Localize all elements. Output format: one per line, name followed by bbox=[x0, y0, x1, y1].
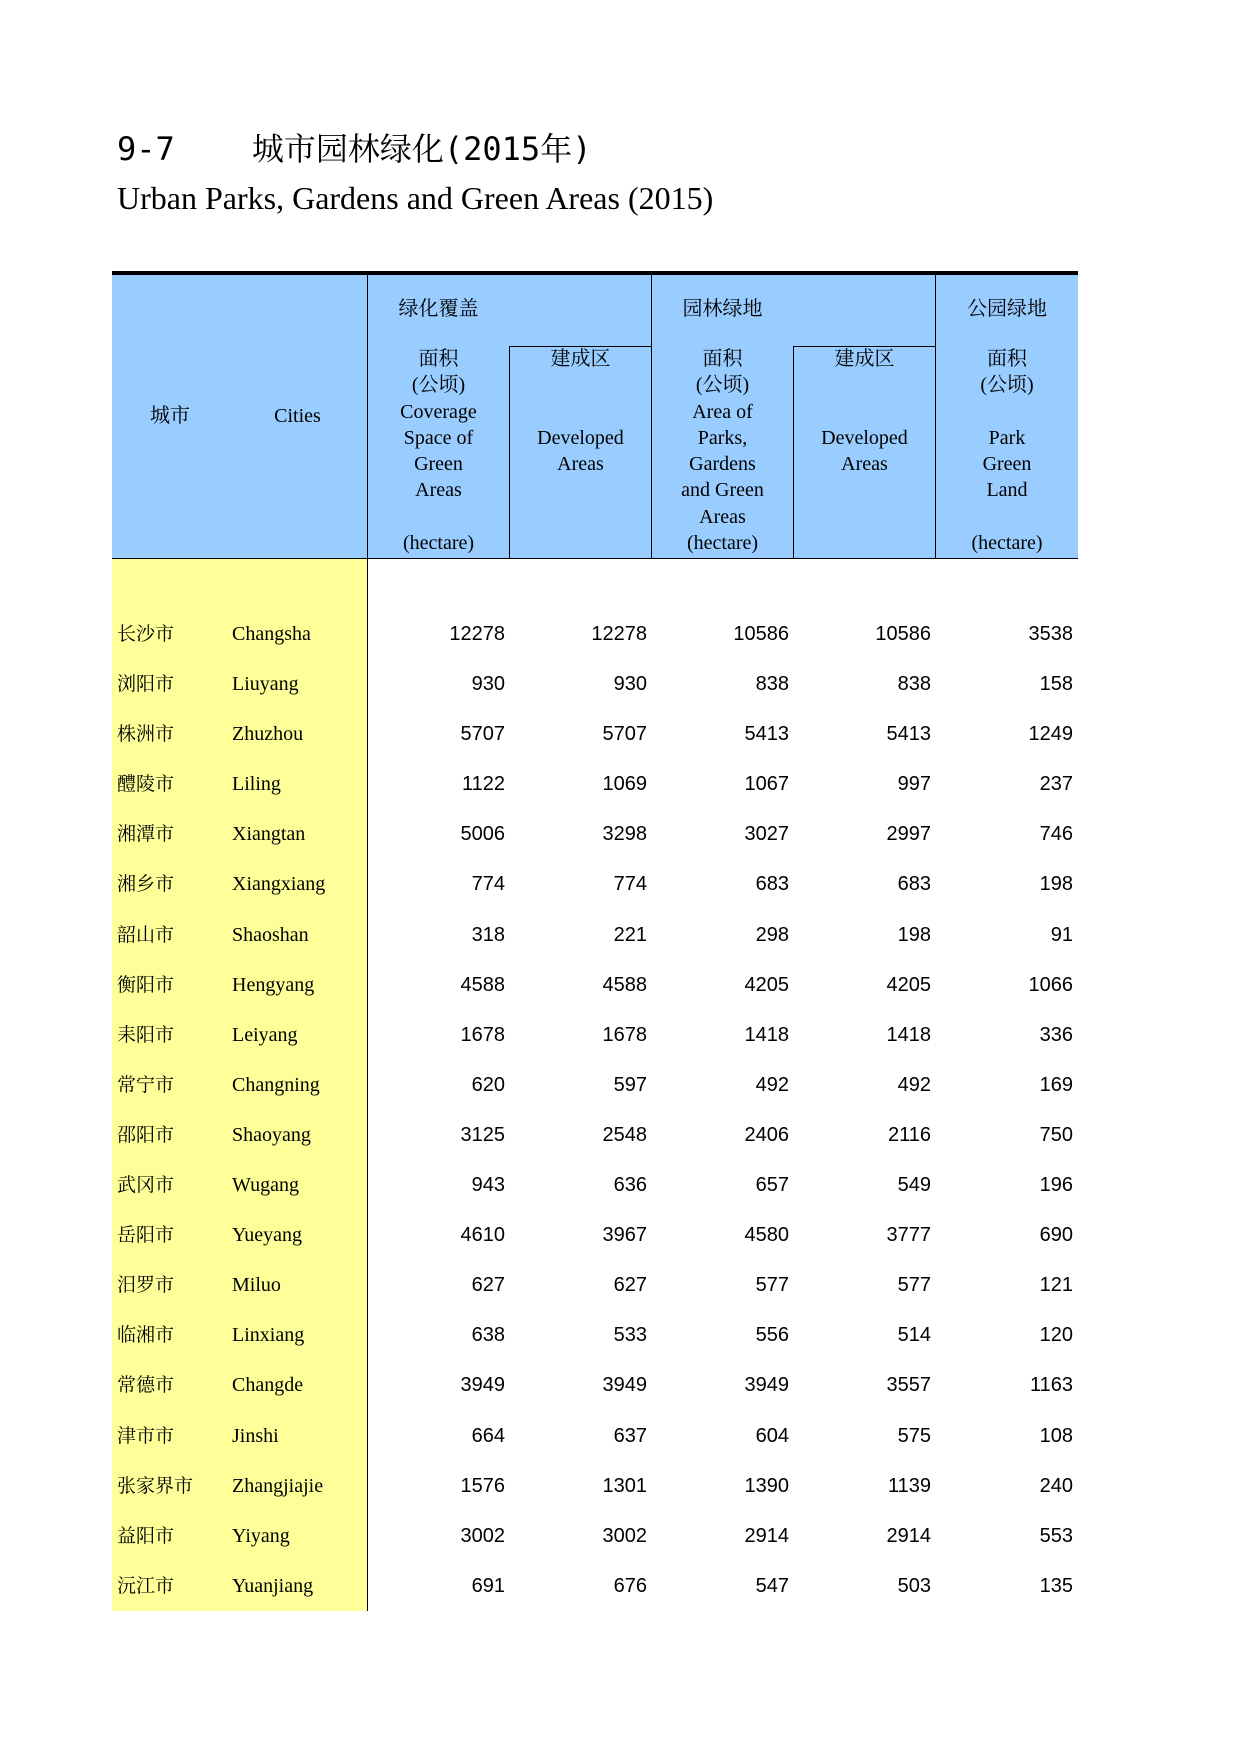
value-cell: 3949 bbox=[602, 1374, 647, 1397]
table-row bbox=[112, 609, 1078, 659]
value-cell: 2548 bbox=[602, 1123, 647, 1146]
value-cell: 664 bbox=[471, 1424, 505, 1447]
value-cell: 3027 bbox=[744, 823, 789, 846]
city-name-en: Xiangtan bbox=[232, 823, 306, 846]
header-group-green-coverage: 绿化覆盖 bbox=[398, 298, 479, 320]
header-col5: 面积 (公顷) Park Green Land (hectare) bbox=[971, 348, 1043, 555]
header-col2: 建成区 Developed Areas bbox=[537, 348, 624, 476]
city-name-cn: 韶山市 bbox=[117, 923, 175, 946]
value-cell: 838 bbox=[897, 673, 931, 696]
city-name-en: Liuyang bbox=[232, 673, 299, 696]
table-row bbox=[112, 1411, 1078, 1461]
value-cell: 1163 bbox=[1029, 1374, 1073, 1397]
value-cell: 3298 bbox=[602, 823, 647, 846]
value-cell: 4588 bbox=[602, 973, 647, 996]
value-cell: 1418 bbox=[744, 1023, 789, 1046]
city-name-en: Shaoshan bbox=[232, 923, 309, 946]
city-name-en: Changning bbox=[232, 1073, 320, 1096]
city-name-en: Jinshi bbox=[232, 1424, 279, 1447]
city-name-en: Changsha bbox=[232, 623, 311, 645]
value-cell: 676 bbox=[613, 1574, 647, 1597]
value-cell: 1390 bbox=[744, 1474, 789, 1497]
value-cell: 5413 bbox=[744, 723, 789, 746]
value-cell: 2997 bbox=[886, 823, 931, 846]
city-name-cn: 邵阳市 bbox=[117, 1123, 175, 1146]
value-cell: 930 bbox=[471, 673, 505, 696]
table-row bbox=[112, 1210, 1078, 1260]
city-name-cn: 浏阳市 bbox=[117, 673, 175, 696]
table-row bbox=[112, 759, 1078, 809]
value-cell: 503 bbox=[897, 1574, 931, 1597]
city-name-cn: 岳阳市 bbox=[117, 1224, 175, 1247]
table-row bbox=[112, 910, 1078, 960]
city-name-cn: 湘乡市 bbox=[117, 873, 175, 896]
value-cell: 4205 bbox=[744, 973, 789, 996]
city-name-en: Zhuzhou bbox=[232, 723, 304, 746]
city-name-cn: 汨罗市 bbox=[117, 1274, 175, 1297]
city-name-cn: 长沙市 bbox=[117, 623, 175, 645]
value-cell: 683 bbox=[897, 873, 931, 896]
value-cell: 108 bbox=[1039, 1424, 1073, 1447]
value-cell: 657 bbox=[755, 1174, 789, 1197]
value-cell: 533 bbox=[613, 1324, 647, 1347]
value-cell: 121 bbox=[1039, 1274, 1073, 1297]
table-row bbox=[112, 960, 1078, 1010]
value-cell: 636 bbox=[613, 1174, 647, 1197]
value-cell: 553 bbox=[1039, 1524, 1073, 1547]
value-cell: 691 bbox=[471, 1574, 505, 1597]
city-name-cn: 常德市 bbox=[117, 1374, 175, 1397]
value-cell: 1301 bbox=[602, 1474, 647, 1497]
value-cell: 637 bbox=[613, 1424, 647, 1447]
city-name-en: Hengyang bbox=[232, 973, 315, 996]
value-cell: 135 bbox=[1039, 1574, 1073, 1597]
value-cell: 627 bbox=[471, 1274, 505, 1297]
city-name-en: Yiyang bbox=[232, 1524, 290, 1547]
header-city-cn: 城市 bbox=[150, 405, 190, 427]
value-cell: 1069 bbox=[602, 773, 647, 796]
value-cell: 3949 bbox=[460, 1374, 505, 1397]
table-row bbox=[112, 1461, 1078, 1511]
city-name-en: Linxiang bbox=[232, 1324, 305, 1347]
city-name-en: Yuanjiang bbox=[232, 1574, 314, 1597]
city-name-cn: 醴陵市 bbox=[117, 773, 175, 796]
city-name-en: Liling bbox=[232, 773, 281, 796]
value-cell: 2116 bbox=[887, 1123, 931, 1146]
city-name-cn: 常宁市 bbox=[117, 1073, 175, 1096]
value-cell: 3002 bbox=[602, 1524, 647, 1547]
value-cell: 746 bbox=[1039, 823, 1073, 846]
value-cell: 3538 bbox=[1028, 623, 1073, 645]
city-name-cn: 益阳市 bbox=[117, 1524, 175, 1547]
value-cell: 91 bbox=[1050, 923, 1073, 946]
value-cell: 5707 bbox=[602, 723, 647, 746]
value-cell: 1678 bbox=[460, 1023, 505, 1046]
value-cell: 4580 bbox=[744, 1224, 789, 1247]
value-cell: 3967 bbox=[602, 1224, 647, 1247]
value-cell: 5707 bbox=[460, 723, 505, 746]
value-cell: 3777 bbox=[886, 1224, 931, 1247]
value-cell: 3557 bbox=[886, 1374, 931, 1397]
value-cell: 556 bbox=[755, 1324, 789, 1347]
value-cell: 620 bbox=[471, 1073, 505, 1096]
table-row bbox=[112, 709, 1078, 759]
header-col3: 面积 (公顷) Area of Parks, Gardens and Green Areas (hectare) bbox=[681, 348, 764, 555]
value-cell: 1678 bbox=[602, 1023, 647, 1046]
value-cell: 196 bbox=[1039, 1174, 1073, 1197]
value-cell: 4588 bbox=[460, 973, 505, 996]
city-name-cn: 耒阳市 bbox=[117, 1023, 175, 1046]
table-row bbox=[112, 1060, 1078, 1110]
city-name-cn: 津市市 bbox=[117, 1424, 175, 1447]
city-name-en: Zhangjiajie bbox=[232, 1474, 324, 1497]
value-cell: 5413 bbox=[886, 723, 931, 746]
page-title-cn: 9-7 城市园林绿化(2015年) bbox=[117, 130, 592, 168]
value-cell: 158 bbox=[1039, 673, 1073, 696]
value-cell: 492 bbox=[755, 1073, 789, 1096]
value-cell: 336 bbox=[1039, 1023, 1073, 1046]
table-row bbox=[112, 1310, 1078, 1360]
table-row bbox=[112, 1360, 1078, 1410]
value-cell: 5006 bbox=[460, 823, 505, 846]
value-cell: 575 bbox=[897, 1424, 931, 1447]
city-name-en: Shaoyang bbox=[232, 1123, 311, 1146]
value-cell: 627 bbox=[613, 1274, 647, 1297]
value-cell: 774 bbox=[613, 873, 647, 896]
value-cell: 120 bbox=[1039, 1324, 1073, 1347]
table-row bbox=[112, 859, 1078, 909]
header-city-en: Cities bbox=[274, 405, 321, 427]
value-cell: 4205 bbox=[886, 973, 931, 996]
value-cell: 838 bbox=[755, 673, 789, 696]
value-cell: 750 bbox=[1039, 1123, 1073, 1146]
value-cell: 492 bbox=[897, 1073, 931, 1096]
value-cell: 169 bbox=[1039, 1073, 1073, 1096]
value-cell: 774 bbox=[471, 873, 505, 896]
value-cell: 1576 bbox=[460, 1474, 505, 1497]
value-cell: 943 bbox=[471, 1174, 505, 1197]
value-cell: 577 bbox=[755, 1274, 789, 1297]
value-cell: 638 bbox=[471, 1324, 505, 1347]
city-name-cn: 张家界市 bbox=[117, 1474, 194, 1497]
value-cell: 237 bbox=[1039, 773, 1073, 796]
table-row bbox=[112, 809, 1078, 859]
value-cell: 1066 bbox=[1028, 973, 1073, 996]
value-cell: 2914 bbox=[886, 1524, 931, 1547]
city-name-cn: 衡阳市 bbox=[117, 973, 175, 996]
table-row bbox=[112, 1160, 1078, 1210]
city-name-en: Leiyang bbox=[232, 1023, 298, 1046]
header-group-public-parks: 公园绿地 bbox=[967, 298, 1047, 320]
value-cell: 3125 bbox=[460, 1123, 505, 1146]
value-cell: 198 bbox=[1039, 873, 1073, 896]
value-cell: 514 bbox=[897, 1324, 931, 1347]
city-name-en: Xiangxiang bbox=[232, 873, 326, 896]
table-body bbox=[112, 609, 1078, 1611]
table-row bbox=[112, 1561, 1078, 1611]
city-name-en: Yueyang bbox=[232, 1224, 302, 1247]
value-cell: 12278 bbox=[591, 623, 647, 645]
city-name-cn: 沅江市 bbox=[117, 1574, 175, 1597]
value-cell: 318 bbox=[471, 923, 505, 946]
header-col1: 面积 (公顷) Coverage Space of Green Areas (hectare) bbox=[400, 348, 477, 555]
value-cell: 2914 bbox=[744, 1524, 789, 1547]
table-row bbox=[112, 1010, 1078, 1060]
value-cell: 997 bbox=[897, 773, 931, 796]
value-cell: 3002 bbox=[460, 1524, 505, 1547]
value-cell: 2406 bbox=[744, 1123, 789, 1146]
value-cell: 597 bbox=[613, 1073, 647, 1096]
value-cell: 221 bbox=[613, 923, 647, 946]
city-name-cn: 湘潭市 bbox=[117, 823, 175, 846]
header-bottom-rule bbox=[112, 558, 1078, 559]
value-cell: 549 bbox=[897, 1174, 931, 1197]
header-group-parks-gardens: 园林绿地 bbox=[682, 298, 763, 320]
value-cell: 1067 bbox=[744, 773, 789, 796]
value-cell: 10586 bbox=[733, 623, 789, 645]
table-row bbox=[112, 1110, 1078, 1160]
value-cell: 547 bbox=[755, 1574, 789, 1597]
city-name-en: Changde bbox=[232, 1374, 304, 1397]
value-cell: 4610 bbox=[460, 1224, 505, 1247]
value-cell: 604 bbox=[755, 1424, 789, 1447]
value-cell: 690 bbox=[1039, 1224, 1073, 1247]
value-cell: 1418 bbox=[886, 1023, 931, 1046]
city-name-cn: 武冈市 bbox=[117, 1174, 175, 1197]
value-cell: 683 bbox=[755, 873, 789, 896]
header-col4: 建成区 Developed Areas bbox=[821, 348, 908, 476]
value-cell: 1139 bbox=[887, 1474, 931, 1497]
value-cell: 930 bbox=[613, 673, 647, 696]
value-cell: 577 bbox=[897, 1274, 931, 1297]
city-name-cn: 株洲市 bbox=[117, 723, 175, 746]
page-title-en: Urban Parks, Gardens and Green Areas (2015) bbox=[117, 180, 714, 216]
city-name-en: Miluo bbox=[232, 1274, 281, 1297]
table-row bbox=[112, 1260, 1078, 1310]
city-name-en: Wugang bbox=[232, 1174, 299, 1197]
value-cell: 3949 bbox=[744, 1374, 789, 1397]
table-row bbox=[112, 659, 1078, 709]
value-cell: 240 bbox=[1039, 1474, 1073, 1497]
value-cell: 298 bbox=[755, 923, 789, 946]
city-name-cn: 临湘市 bbox=[117, 1324, 175, 1347]
value-cell: 1249 bbox=[1028, 723, 1073, 746]
value-cell: 10586 bbox=[875, 623, 931, 645]
value-cell: 12278 bbox=[449, 623, 505, 645]
value-cell: 198 bbox=[897, 923, 931, 946]
value-cell: 1122 bbox=[461, 773, 505, 796]
table-row bbox=[112, 1511, 1078, 1561]
